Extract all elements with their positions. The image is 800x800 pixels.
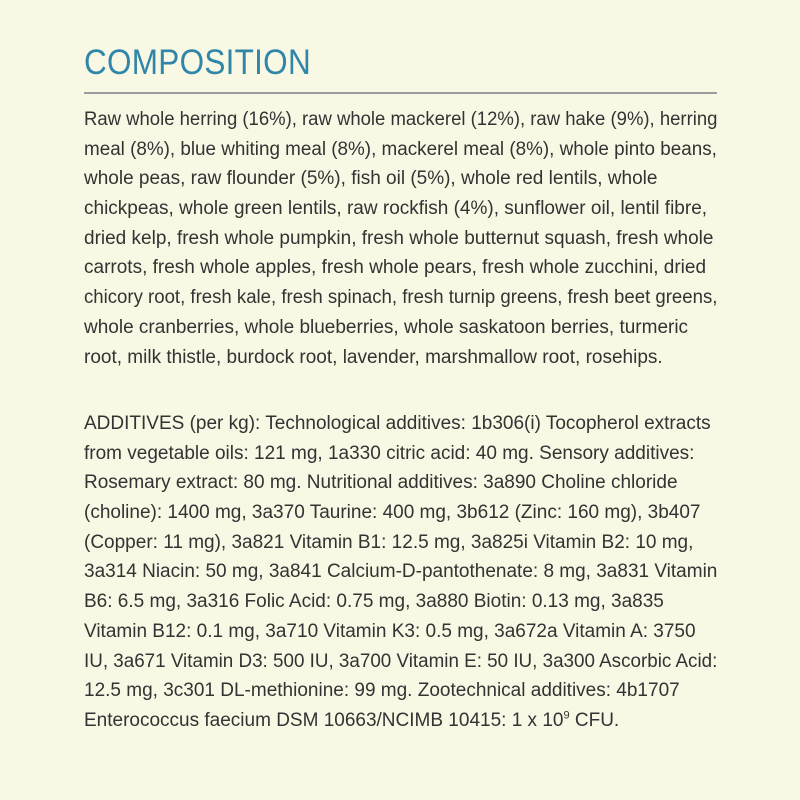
- composition-line: chicory root, fresh kale, fresh spinach, fresh turnip greens, fresh beet greens,: [84, 287, 718, 309]
- additives-line: (choline): 1400 mg, 3a370 Taurine: 400 mg, 3b612 (Zinc: 160 mg), 3b407: [84, 502, 701, 524]
- additives-last-line: [84, 706, 717, 736]
- additives-line: (Copper: 11 mg), 3a821 Vitamin B1: 12.5 mg, 3a825i Vitamin B2: 10 mg,: [84, 531, 694, 553]
- composition-line: carrots, fresh whole apples, fresh whole pears, fresh whole zucchini, dried: [84, 257, 707, 279]
- additives-line: Vitamin B12: 0.1 mg, 3a710 Vitamin K3: 0.5 mg, 3a672a Vitamin A: 3750: [84, 620, 696, 642]
- cfu-text: Enterococcus faecium DSM 10663/NCIMB 10415: 1 x 10: [84, 709, 564, 731]
- composition-line: root, milk thistle, burdock root, lavender, marshmallow root, rosehips.: [84, 346, 663, 368]
- composition-line: meal (8%), blue whiting meal (8%), mackerel meal (8%), whole pinto beans,: [84, 138, 717, 160]
- composition-line: chickpeas, whole green lentils, raw rockfish (4%), sunflower oil, lentil fibre,: [84, 198, 708, 220]
- composition-line: dried kelp, fresh whole pumpkin, fresh whole butternut squash, fresh whole: [84, 227, 714, 249]
- composition-paragraph: [84, 105, 717, 372]
- composition-line: Raw whole herring (16%), raw whole mackerel (12%), raw hake (9%), herring: [84, 109, 718, 130]
- cfu-unit: CFU.: [569, 709, 620, 731]
- composition-line: whole cranberries, whole blueberries, whole saskatoon berries, turmeric: [84, 316, 689, 338]
- additives-line: ADDITIVES (per kg): Technological additives: 1b306(i) Tocopherol extracts: [84, 413, 711, 434]
- exponent-superscript: 9: [563, 709, 570, 722]
- page-title: COMPOSITION: [84, 43, 311, 82]
- additives-line: IU, 3a671 Vitamin D3: 500 IU, 3a700 Vitamin E: 50 IU, 3a300 Ascorbic Acid:: [84, 650, 718, 672]
- additives-line: 3a314 Niacin: 50 mg, 3a841 Calcium-D-pantothenate: 8 mg, 3a831 Vitamin: [84, 561, 718, 583]
- composition-line: whole peas, raw flounder (5%), fish oil (5%), whole red lentils, whole: [84, 168, 658, 190]
- additives-paragraph: [84, 409, 717, 736]
- additives-line: 12.5 mg, 3c301 DL-methionine: 99 mg. Zootechnical additives: 4b1707: [84, 680, 680, 702]
- additives-line: from vegetable oils: 121 mg, 1a330 citric acid: 40 mg. Sensory additives:: [84, 442, 695, 464]
- title-divider: [84, 92, 717, 94]
- additives-line: B6: 6.5 mg, 3a316 Folic Acid: 0.75 mg, 3a880 Biotin: 0.13 mg, 3a835: [84, 591, 664, 613]
- additives-line: Rosemary extract: 80 mg. Nutritional additives: 3a890 Choline chloride: [84, 472, 678, 494]
